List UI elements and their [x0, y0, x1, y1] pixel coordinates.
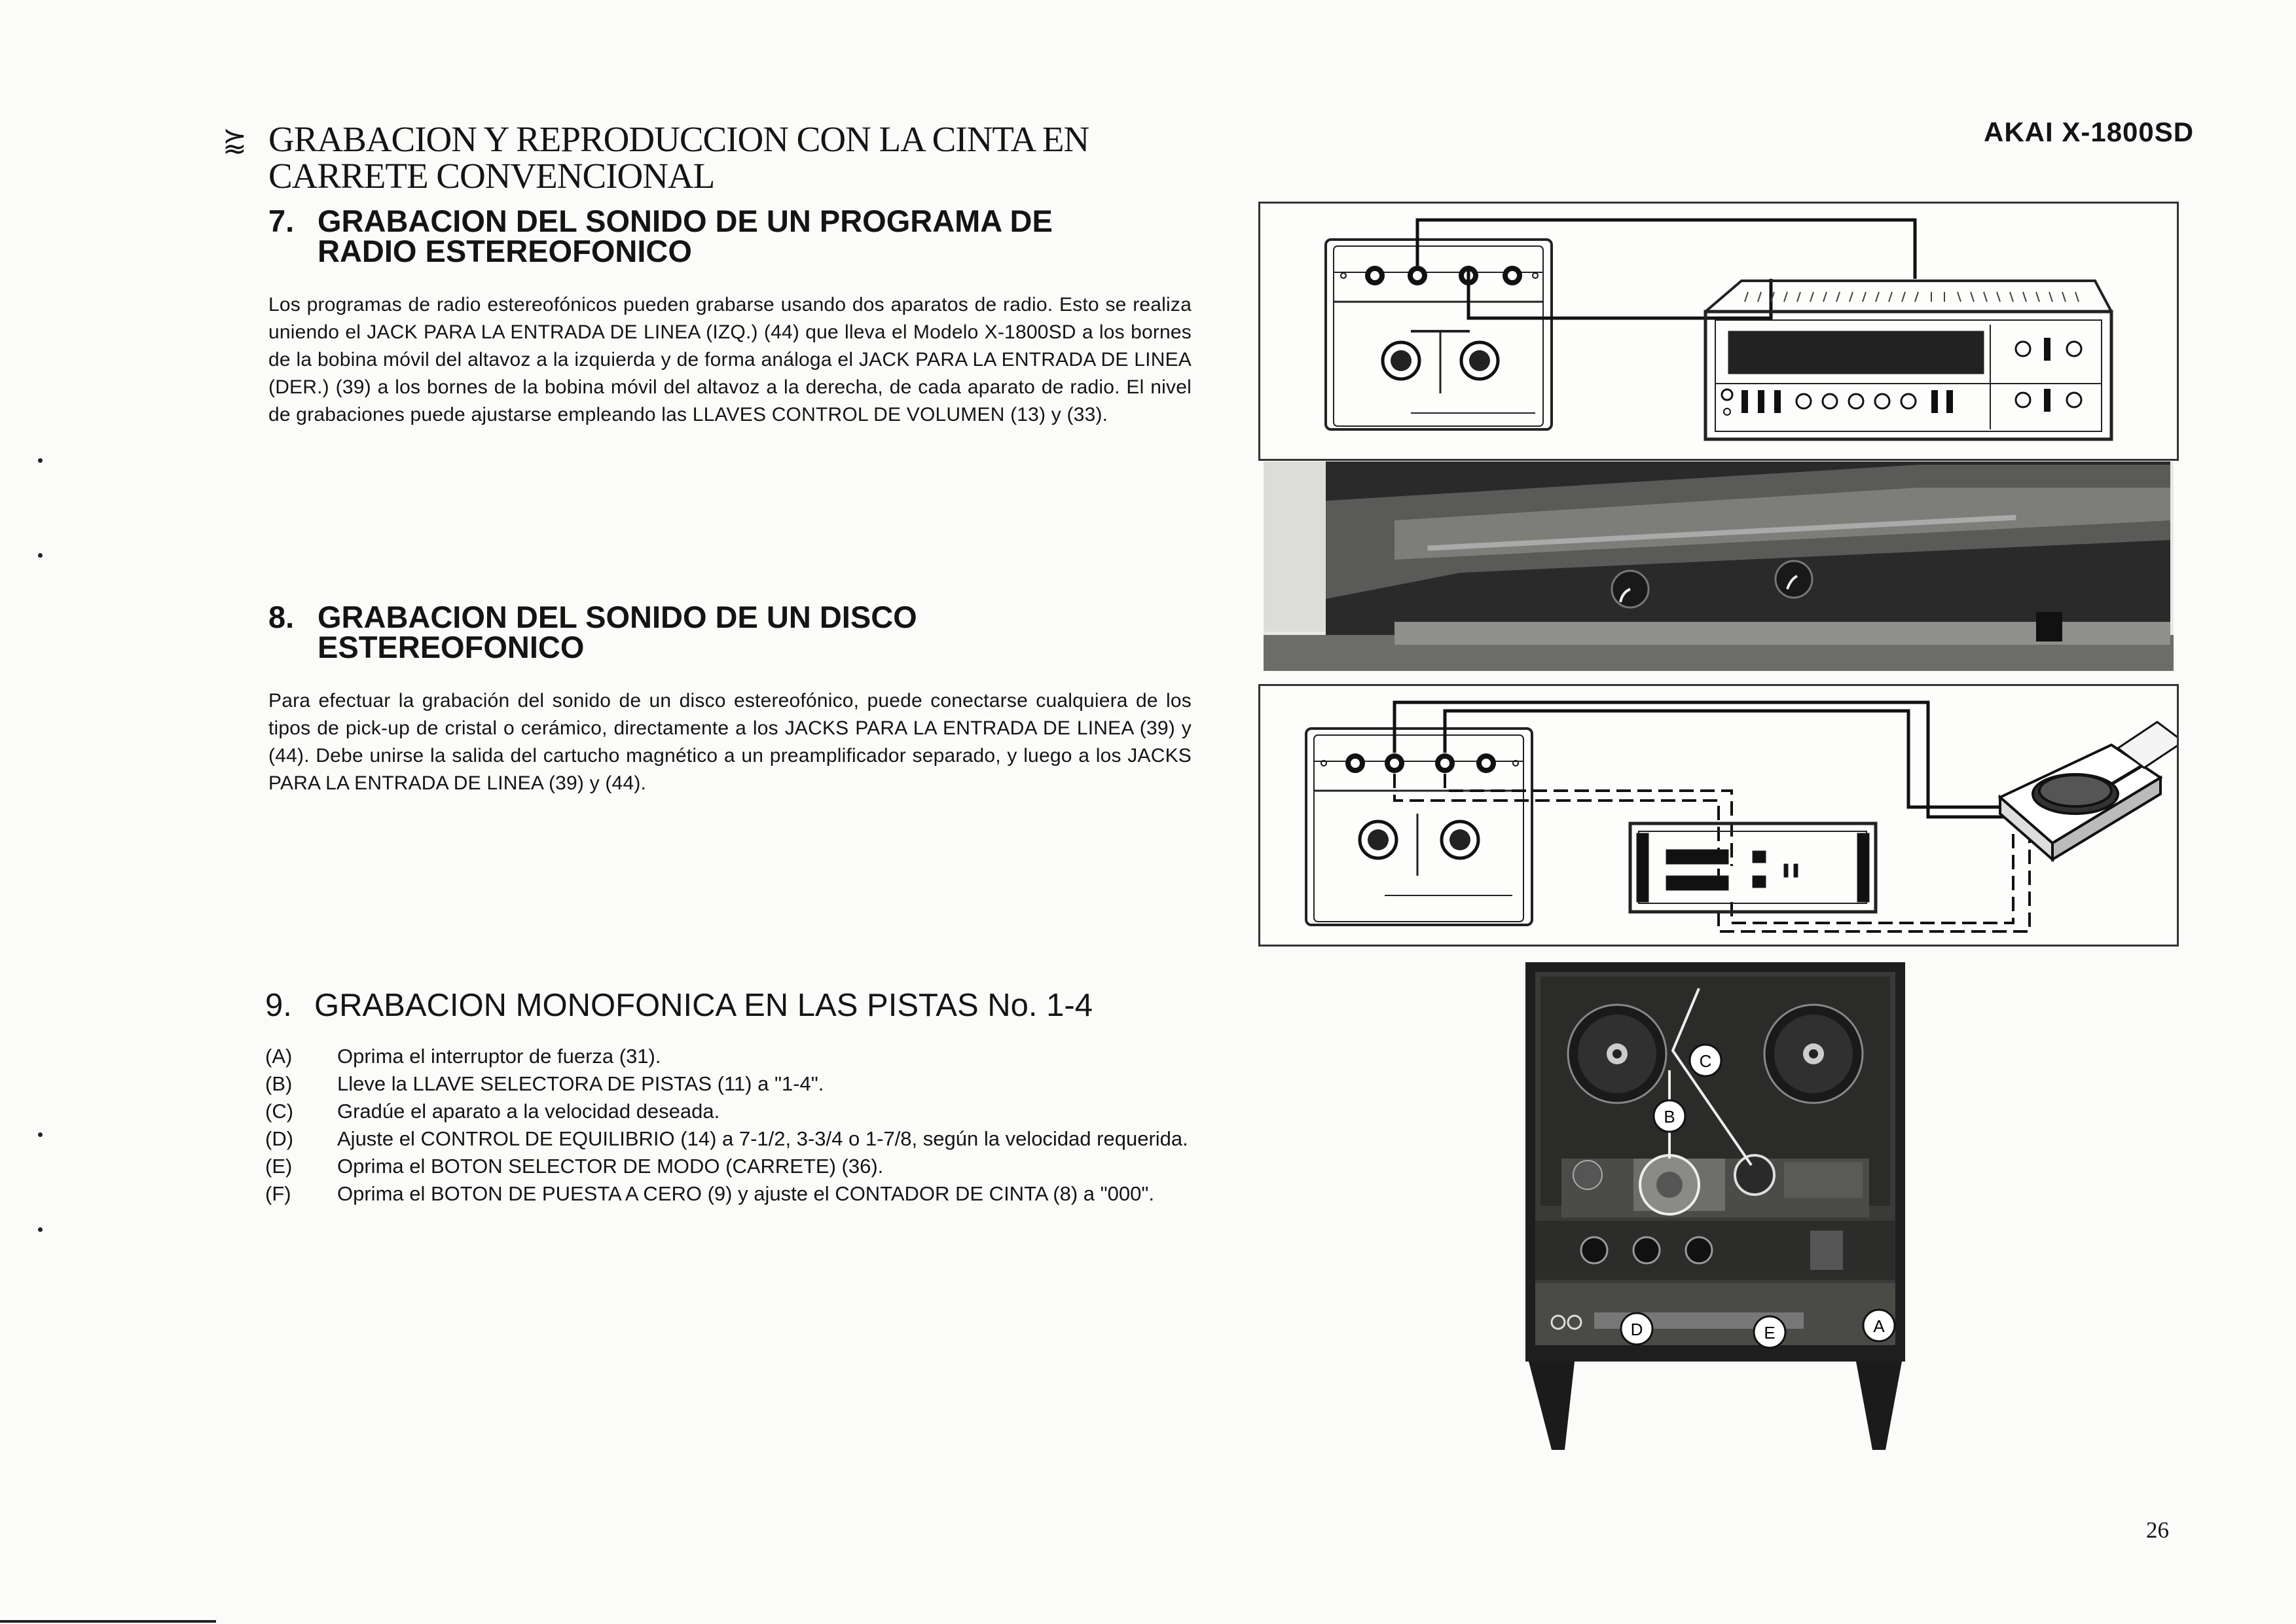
section-8-title-line2: ESTEREOFONICO — [318, 630, 585, 664]
section-8-body: Para efectuar la grabación del sonido de un disco estereofónico, puede conectarse cualquiera de los tipos de pick-up de cristal o cerámico, directamente a los JACKS PARA LA ENTRADA DE LINEA (39) y (44). Debe unirse la salida del cartucho magnético a un preamplificador separado, y luego a los JACKS PARA LA ENTRADA DE LINEA (39) y (44). — [268, 690, 1192, 794]
section-7-title-line2: RADIO ESTEREOFONICO — [318, 234, 692, 268]
step-label: (B) — [265, 1072, 293, 1095]
callout-e — [1754, 1316, 1785, 1348]
step-label: (D) — [265, 1127, 294, 1150]
section-7-title — [268, 206, 1185, 266]
reel-left — [1568, 1005, 1666, 1103]
turntable — [2000, 722, 2177, 859]
callout-e-label: E — [1764, 1323, 1776, 1343]
page-number: 26 — [2146, 1517, 2169, 1543]
deck-front-photo — [1503, 962, 1928, 1453]
brand-model: AKAI X-1800SD — [1984, 117, 2195, 147]
step-label: (F) — [265, 1182, 291, 1205]
section-9-title-line1: GRABACION MONOFONICA EN LAS PISTAS No. 1-4 — [314, 988, 1093, 1023]
section-7-title-line1: GRABACION DEL SONIDO DE UN PROGRAMA DE — [318, 204, 1053, 238]
callout-a — [1863, 1310, 1895, 1341]
radio-connection-svg — [1260, 204, 2177, 459]
step-text: Lleve la LLAVE SELECTORA DE PISTAS (11) a "1-4". — [337, 1072, 824, 1095]
callout-c-label: C — [1699, 1051, 1712, 1071]
radio-connection-diagram — [1258, 202, 2179, 461]
main-header — [223, 119, 1133, 196]
section-7-body: Los programas de radio estereofónicos pueden grabarse usando dos aparatos de radio. Esto se realiza uniendo el JACK PARA LA ENTRADA DE LINEA (IZQ.) (44) que lleva el Modelo X-1800SD a los bornes de la bobina móvil del altavoz a la izquierda y de forma análoga el JACK PARA LA ENTRADA DE LINEA (DER.) (39) a los bornes de la bobina móvil del altavoz a la derecha, de cada aparato de radio. El nivel de grabaciones puede ajustarse empleando las LLAVES CONTROL DE VOLUMEN (13) y (33). — [268, 294, 1192, 425]
section-8-number: 8. — [268, 600, 295, 634]
reel-right — [1764, 1005, 1863, 1103]
margin-mark — [38, 458, 43, 463]
section-7-number: 7. — [268, 204, 295, 238]
deck-panel-photo-svg — [1264, 461, 2174, 671]
section-8-title-line1: GRABACION DEL SONIDO DE UN DISCO — [318, 600, 917, 634]
receiver-grille — [1745, 292, 2079, 302]
callout-d-label: D — [1630, 1320, 1643, 1339]
step-label: (E) — [265, 1155, 293, 1178]
step-e — [265, 1153, 1188, 1180]
step-label: (A) — [265, 1045, 293, 1068]
preamplifier — [1630, 823, 1876, 912]
callout-b — [1654, 1100, 1685, 1132]
section-9-steps — [265, 1043, 1188, 1208]
callout-a-label: A — [1873, 1316, 1885, 1336]
margin-mark — [38, 1227, 43, 1232]
deck-output-jacks — [1383, 331, 1535, 413]
turntable-connection-diagram — [1258, 684, 2179, 947]
scan-edge-line — [0, 1620, 216, 1623]
step-d — [265, 1125, 1188, 1153]
step-c — [265, 1098, 1188, 1125]
step-a — [265, 1043, 1188, 1070]
callout-b-label: B — [1664, 1107, 1675, 1127]
step-label: (C) — [265, 1100, 294, 1123]
step-f — [265, 1180, 1188, 1208]
turntable-connection-svg — [1260, 686, 2177, 945]
step-text: Ajuste el CONTROL DE EQUILIBRIO (14) a 7-1/2, 3-3/4 o 1-7/8, según la velocidad requerida. — [337, 1127, 1188, 1150]
section-8-title — [268, 602, 1185, 662]
section-9-number: 9. — [265, 988, 292, 1023]
deck-front-photo-svg — [1503, 962, 1928, 1453]
section-9-title — [265, 988, 1182, 1023]
main-title-line1: GRABACION Y REPRODUCCION CON LA CINTA EN — [268, 119, 1089, 159]
deck-panel-photo — [1264, 461, 2174, 671]
main-title-line2: CARRETE CONVENCIONAL — [268, 156, 715, 196]
step-text: Oprima el interruptor de fuerza (31). — [337, 1045, 661, 1068]
section-bullet-icon: ⪸ — [223, 123, 246, 155]
margin-mark — [38, 553, 43, 558]
callout-c — [1690, 1045, 1721, 1076]
step-text: Gradúe el aparato a la velocidad deseada. — [337, 1100, 720, 1123]
step-text: Oprima el BOTON SELECTOR DE MODO (CARRETE) (36). — [337, 1155, 884, 1178]
callout-d — [1621, 1313, 1652, 1344]
margin-mark — [38, 1132, 43, 1137]
deck-output-jacks — [1360, 814, 1512, 895]
deck-input-jacks — [1321, 753, 1518, 773]
step-text: Oprima el BOTON DE PUESTA A CERO (9) y ajuste el CONTADOR DE CINTA (8) a "000". — [337, 1182, 1154, 1205]
deck-input-jacks — [1341, 266, 1538, 285]
step-b — [265, 1070, 1188, 1098]
radio-cables — [1417, 220, 1915, 318]
